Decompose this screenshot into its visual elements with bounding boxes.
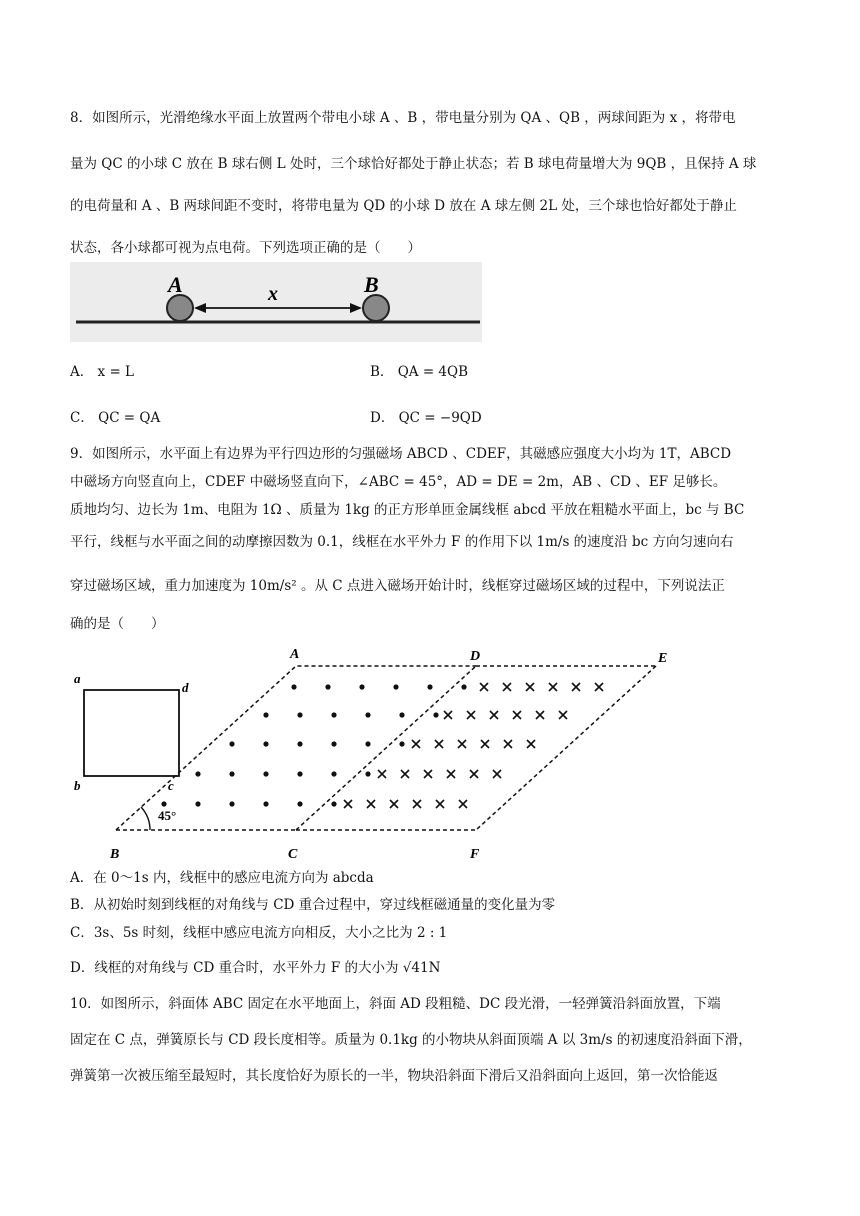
label-a: a xyxy=(74,671,81,686)
q9-line-5: 穿过磁场区域，重力加速度为 10m/s² 。从 C 点进入磁场开始计时，线框穿过磁场区域的过程中，下列说法正 xyxy=(70,578,725,594)
q9-line-3: 质地均匀、边长为 1m、电阻为 1Ω 、质量为 1kg 的正方形单匝金属线框 abcd 平放在粗糙水平面上，bc 与 BC xyxy=(70,502,745,518)
q9-line-2: 中磁场方向竖直向上，CDEF 中磁场竖直向下，∠ABC = 45°，AD = DE = 2m，AB 、CD 、EF 足够长。 xyxy=(70,474,727,490)
q8-line-2: 量为 QC 的小球 C 放在 B 球右侧 L 处时，三个球恰好都处于静止状态；若 B 球电荷量增大为 9QB ，且保持 A 球 xyxy=(70,156,757,172)
field-cross xyxy=(459,800,467,808)
field-cross xyxy=(536,711,544,719)
label-F: F xyxy=(470,847,480,862)
field-dot xyxy=(427,684,432,689)
label-B: B xyxy=(110,847,120,862)
field-cross xyxy=(572,683,580,691)
field-dot xyxy=(399,741,404,746)
field-cross xyxy=(390,800,398,808)
field-crosses-down xyxy=(344,683,603,808)
field-cross xyxy=(490,711,498,719)
field-dot xyxy=(331,741,336,746)
field-dot xyxy=(359,684,364,689)
field-dot xyxy=(297,771,302,776)
q8-option-b[interactable]: B． QA = 4QB xyxy=(370,364,469,380)
field-dot xyxy=(331,801,336,806)
q8-line-1: 8．如图所示，光滑绝缘水平面上放置两个带电小球 A 、B ，带电量分别为 QA 、QB ，两球间距为 x ，将带电 xyxy=(70,110,736,126)
field-cross xyxy=(413,800,421,808)
field-cross xyxy=(436,800,444,808)
field-dot xyxy=(161,801,166,806)
field-dot xyxy=(433,712,438,717)
field-dot xyxy=(263,712,268,717)
q9-line-4: 平行，线框与水平面之间的动摩擦因数为 0.1，线框在水平外力 F 的作用下以 1m/s 的速度沿 bc 方向匀速向右 xyxy=(70,534,734,550)
q9-option-a[interactable]: A．在 0～1s 内，线框中的感应电流方向为 abcda xyxy=(70,870,374,886)
field-cross xyxy=(424,770,432,778)
field-cross xyxy=(447,770,455,778)
square-frame xyxy=(84,690,179,776)
q9-option-b[interactable]: B．从初始时刻到线框的对角线与 CD 重合过程中，穿过线框磁通量的变化量为零 xyxy=(70,897,556,913)
field-dot xyxy=(263,801,268,806)
field-dot xyxy=(195,801,200,806)
label-D: D xyxy=(470,649,481,664)
label-x: x xyxy=(268,283,278,305)
q8-line-4: 状态，各小球都可视为点电荷。下列选项正确的是（ ） xyxy=(70,240,421,256)
arrow-head-right xyxy=(350,303,362,313)
label-C: C xyxy=(288,847,298,862)
field-cross xyxy=(504,740,512,748)
field-dot xyxy=(461,684,466,689)
field-dots-up xyxy=(161,684,466,806)
field-dot xyxy=(263,771,268,776)
field-cross xyxy=(527,740,535,748)
field-dot xyxy=(297,741,302,746)
q9-line-1: 9．如图所示，水平面上有边界为平行四边形的匀强磁场 ABCD 、CDEF，其磁感应强度大小均为 1T，ABCD xyxy=(70,446,732,462)
label-b: b xyxy=(74,778,81,793)
q9-figure xyxy=(70,640,700,865)
field-cross xyxy=(401,770,409,778)
field-cross xyxy=(344,800,352,808)
field-cross xyxy=(549,683,557,691)
field-dot xyxy=(365,741,370,746)
field-dot xyxy=(297,801,302,806)
field-dot xyxy=(263,741,268,746)
angle-arc xyxy=(141,807,150,830)
angle-label: 45° xyxy=(158,808,177,823)
field-cross xyxy=(513,711,521,719)
field-dot xyxy=(331,771,336,776)
field-dot xyxy=(229,741,234,746)
q8-figure-drawing xyxy=(70,262,482,342)
q9-line-6: 确的是（ ） xyxy=(70,616,165,632)
field-cross xyxy=(493,770,501,778)
field-dot xyxy=(331,712,336,717)
q9-option-c[interactable]: C．3s、5s 时刻，线框中感应电流方向相反，大小之比为 2 : 1 xyxy=(70,925,448,941)
field-cross xyxy=(367,800,375,808)
label-b: B xyxy=(364,272,379,297)
field-cross xyxy=(480,683,488,691)
q8-line-3: 的电荷量和 A 、B 两球间距不变时，将带电量为 QD 的小球 D 放在 A 球左侧 2L 处，三个球也恰好都处于静止 xyxy=(70,198,737,214)
field-dot xyxy=(393,684,398,689)
field-dot xyxy=(291,684,296,689)
field-dot xyxy=(365,712,370,717)
field-dot xyxy=(195,771,200,776)
field-cross xyxy=(503,683,511,691)
q9-option-d[interactable]: D．线框的对角线与 CD 重合时，水平外力 F 的大小为 √41N xyxy=(70,960,441,976)
q10-line-2: 固定在 C 点，弹簧原长与 CD 段长度相等。质量为 0.1kg 的小物块从斜面顶端 A 以 3m/s 的初速度沿斜面下滑， xyxy=(70,1032,752,1048)
label-c: c xyxy=(168,778,174,793)
field-dot xyxy=(365,771,370,776)
q8-figure xyxy=(70,262,482,342)
field-cross xyxy=(412,740,420,748)
field-dot xyxy=(325,684,330,689)
field-dot xyxy=(229,801,234,806)
label-A: A xyxy=(290,647,300,662)
field-cross xyxy=(481,740,489,748)
field-cross xyxy=(526,683,534,691)
arrow-head-left xyxy=(194,303,206,313)
field-cross xyxy=(470,770,478,778)
field-cross xyxy=(467,711,475,719)
field-cross xyxy=(458,740,466,748)
label-E: E xyxy=(658,651,668,666)
q9-figure-drawing xyxy=(70,640,700,865)
ball-b xyxy=(363,295,389,321)
q8-option-c[interactable]: C． QC = QA xyxy=(70,410,161,426)
q8-option-a[interactable]: A． x = L xyxy=(70,364,135,380)
ball-a xyxy=(167,295,193,321)
label-d: d xyxy=(182,680,189,695)
field-cross xyxy=(444,711,452,719)
edge-cd xyxy=(296,666,476,830)
q10-line-3: 弹簧第一次被压缩至最短时，其长度恰好为原长的一半，物块沿斜面下滑后又沿斜面向上返回，第一次恰能返 xyxy=(70,1068,718,1084)
field-dot xyxy=(229,771,234,776)
field-dot xyxy=(399,712,404,717)
label-a: A xyxy=(168,272,183,297)
field-cross xyxy=(378,770,386,778)
field-dot xyxy=(297,712,302,717)
q10-line-1: 10．如图所示，斜面体 ABC 固定在水平地面上，斜面 AD 段粗糙、DC 段光滑，一轻弹簧沿斜面放置，下端 xyxy=(70,996,721,1012)
field-cross xyxy=(559,711,567,719)
field-cross xyxy=(435,740,443,748)
field-cross xyxy=(595,683,603,691)
q8-option-d[interactable]: D． QC = −9QD xyxy=(370,410,482,426)
